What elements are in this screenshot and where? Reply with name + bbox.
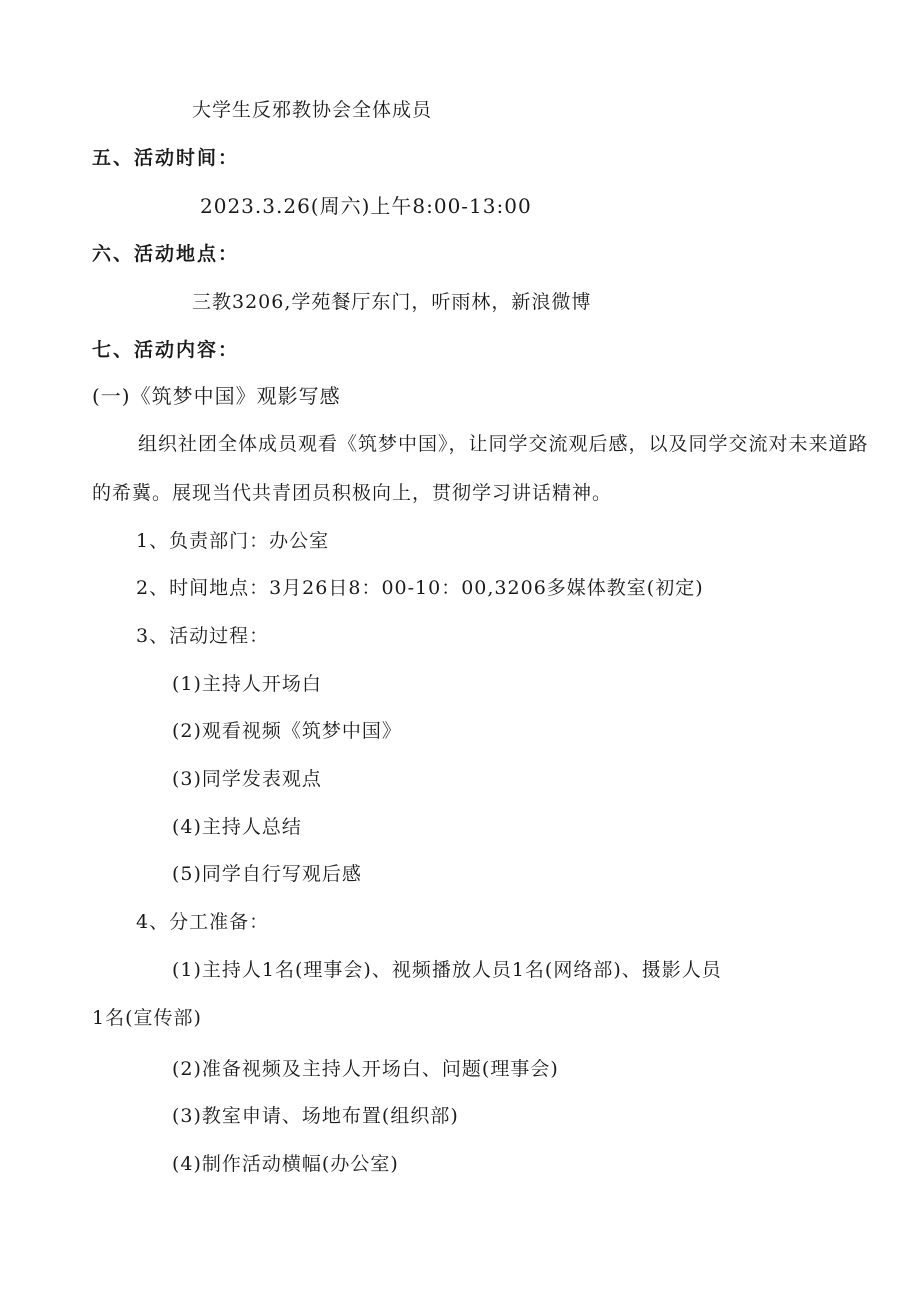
process-step: (4)主持人总结	[172, 816, 302, 838]
list-item-time-place: 2、时间地点：3月26日8：00-10：00,3206多媒体教室(初定)	[136, 577, 704, 599]
process-step: (3)同学发表观点	[172, 768, 322, 790]
activity-location-text: 三教3206,学苑餐厅东门，听雨林，新浪微博	[192, 291, 592, 313]
intro-paragraph-line-2: 的希冀。展现当代共青团员积极向上，贯彻学习讲话精神。	[92, 482, 613, 504]
activity-time-text: 2023.3.26(周六)上午8:00-13:00	[200, 194, 532, 218]
section-heading-time: 五、活动时间：	[92, 147, 240, 169]
participants-text: 大学生反邪教协会全体成员	[192, 99, 433, 121]
section-heading-location: 六、活动地点：	[92, 243, 240, 265]
process-step: (1)主持人开场白	[172, 673, 322, 695]
list-item-division: 4、分工准备：	[136, 911, 270, 933]
process-step: (2)观看视频《筑梦中国》	[172, 720, 402, 742]
subsection-title: (一)《筑梦中国》观影写感	[92, 384, 341, 408]
section-heading-content: 七、活动内容：	[92, 339, 240, 361]
list-item-department: 1、负责部门：办公室	[136, 530, 330, 552]
division-item: (2)准备视频及主持人开场白、问题(理事会)	[172, 1058, 559, 1080]
list-item-process: 3、活动过程：	[136, 625, 270, 647]
division-item-line-1: (1)主持人1名(理事会)、视频播放人员1名(网络部)、摄影人员	[172, 959, 722, 981]
division-item: (3)教室申请、场地布置(组织部)	[172, 1105, 459, 1127]
division-item: (4)制作活动横幅(办公室)	[172, 1153, 399, 1175]
intro-paragraph-line-1: 组织社团全体成员观看《筑梦中国》，让同学交流观后感，以及同学交流对未来道路	[138, 433, 869, 455]
process-step: (5)同学自行写观后感	[172, 863, 362, 885]
division-item-line-2: 1名(宣传部)	[92, 1007, 202, 1029]
